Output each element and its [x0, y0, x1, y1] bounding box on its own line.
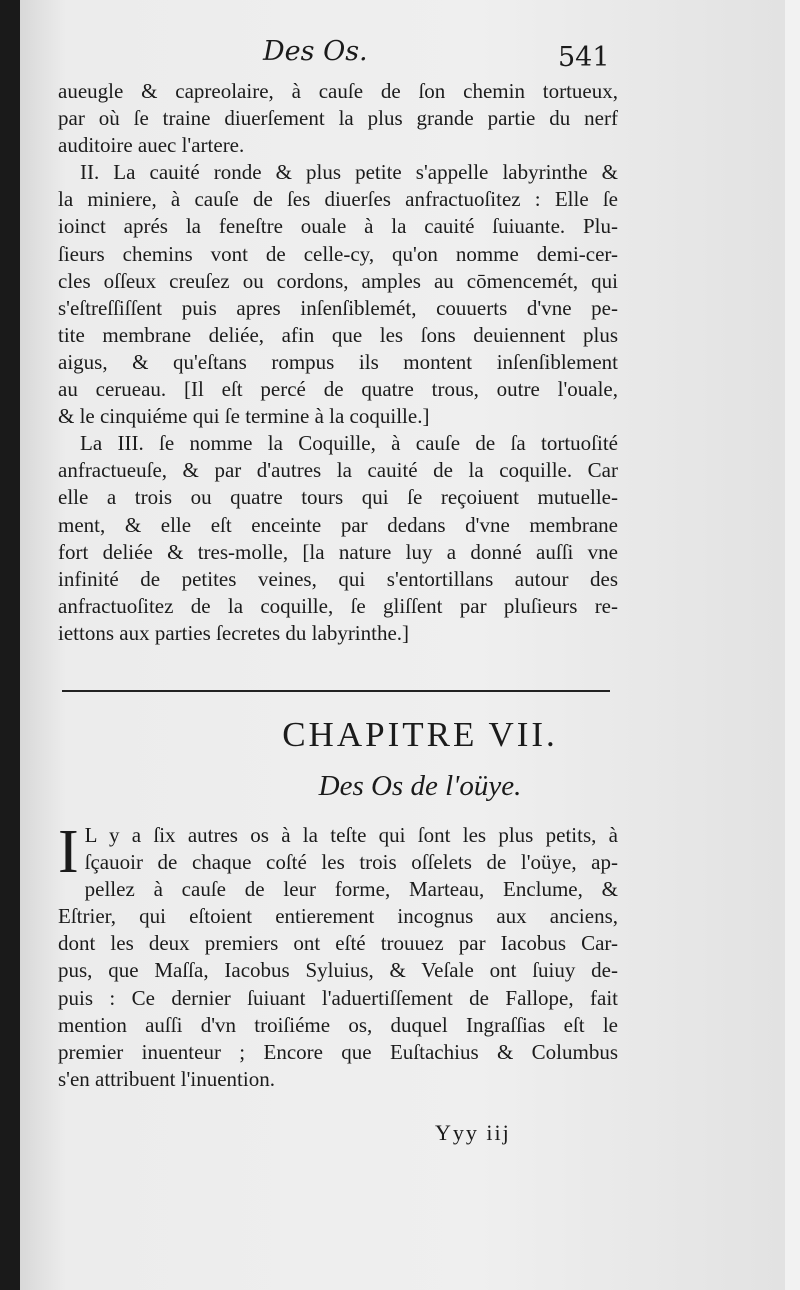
section-1-text: [58, 78, 618, 647]
section-2-text: [58, 818, 618, 1093]
drop-cap: I: [58, 818, 79, 886]
text-line: par où ſe traine diuerſement la plus grande partie du nerf: [58, 106, 618, 131]
text-line: aueugle & capreolaire, à cauſe de ſon chemin tortueux,: [58, 79, 618, 103]
text-line: Eſtrier, qui eſtoient entierement incognus aux anciens,: [58, 904, 618, 929]
chapter-title: CHAPITRE VII.: [282, 715, 558, 754]
chapter-subtitle: Des Os de l'oüye.: [318, 770, 522, 802]
text-line: au cerueau. [Il eſt percé de quatre trous, outre l'ouale,: [58, 377, 618, 402]
text-line: s'eſtreſſiſſent puis apres inſenſiblemét, couuerts d'vne pe-: [58, 295, 618, 320]
text-line: aigus, & qu'eſtans rompus ils montent inſenſiblement: [58, 349, 618, 374]
page-edge: [785, 0, 800, 1290]
signature-mark: Yyy iij: [435, 1120, 511, 1145]
text-line: & le cinquiéme qui ſe termine à la coquille.]: [58, 404, 430, 429]
text-line: ioinct aprés la feneſtre ouale à la cauité ſuiuante. Plu-: [58, 214, 618, 239]
text-line: mention auſſi d'vn troiſiéme os, duquel Ingraſſias eſt le: [58, 1012, 618, 1037]
running-head: Des Os.: [263, 36, 368, 67]
text-line: ſieurs chemins vont de celle-cy, qu'on nomme demi-cer-: [58, 241, 618, 266]
text-line: II. La cauité ronde & plus petite s'appelle labyrinthe &: [80, 160, 618, 185]
text-line: L y a ſix autres os à la teſte qui ſont les plus petits, à: [84, 823, 618, 847]
text-line: premier inuenteur ; Encore que Euſtachius & Columbus: [58, 1039, 618, 1064]
text-line: tite membrane deliée, afin que les ſons deuiennent plus: [58, 322, 618, 347]
text-line: pus, que Maſſa, Iacobus Syluius, & Veſale ont ſuiuy de-: [58, 958, 618, 983]
text-line: anfractueuſe, & par d'autres la cauité de la coquille. Car: [58, 458, 618, 483]
book-page: [20, 0, 785, 1290]
text-line: anfractuoſitez de la coquille, ſe gliſſent par pluſieurs re-: [58, 593, 618, 618]
text-line: fort deliée & tres-molle, [la nature luy a donné auſſi vne: [58, 539, 618, 564]
text-line: elle a trois ou quatre tours qui ſe reçoiuent mutuelle-: [58, 485, 618, 510]
text-line: auditoire auec l'artere.: [58, 133, 245, 158]
text-line: iettons aux parties ſecretes du labyrinthe.]: [58, 620, 410, 645]
text-line: la miniere, à cauſe de ſes diuerſes anfractuoſitez : Elle ſe: [58, 187, 618, 212]
text-line: La III. ſe nomme la Coquille, à cauſe de ſa tortuoſité: [80, 431, 618, 456]
text-line: s'en attribuent l'inuention.: [58, 1066, 275, 1091]
text-line: cles oſſeux creuſez ou cordons, amples au cōmencemét, qui: [58, 268, 618, 293]
text-line: ment, & elle eſt enceinte par dedans d'vne membrane: [58, 512, 618, 537]
section-divider: [62, 690, 610, 692]
text-line: puis : Ce dernier ſuiuant l'aduertiſſement de Fallope, fait: [58, 985, 618, 1010]
text-line: infinité de petites veines, qui s'entortillans autour des: [58, 566, 618, 591]
page-number: 541: [558, 42, 610, 73]
text-line: dont les deux premiers ont eſté trouuez par Iacobus Car-: [58, 931, 618, 956]
text-line: pellez à cauſe de leur forme, Marteau, Enclume, &: [84, 877, 618, 902]
text-line: ſçauoir de chaque coſté les trois oſſelets de l'oüye, ap-: [84, 850, 618, 875]
